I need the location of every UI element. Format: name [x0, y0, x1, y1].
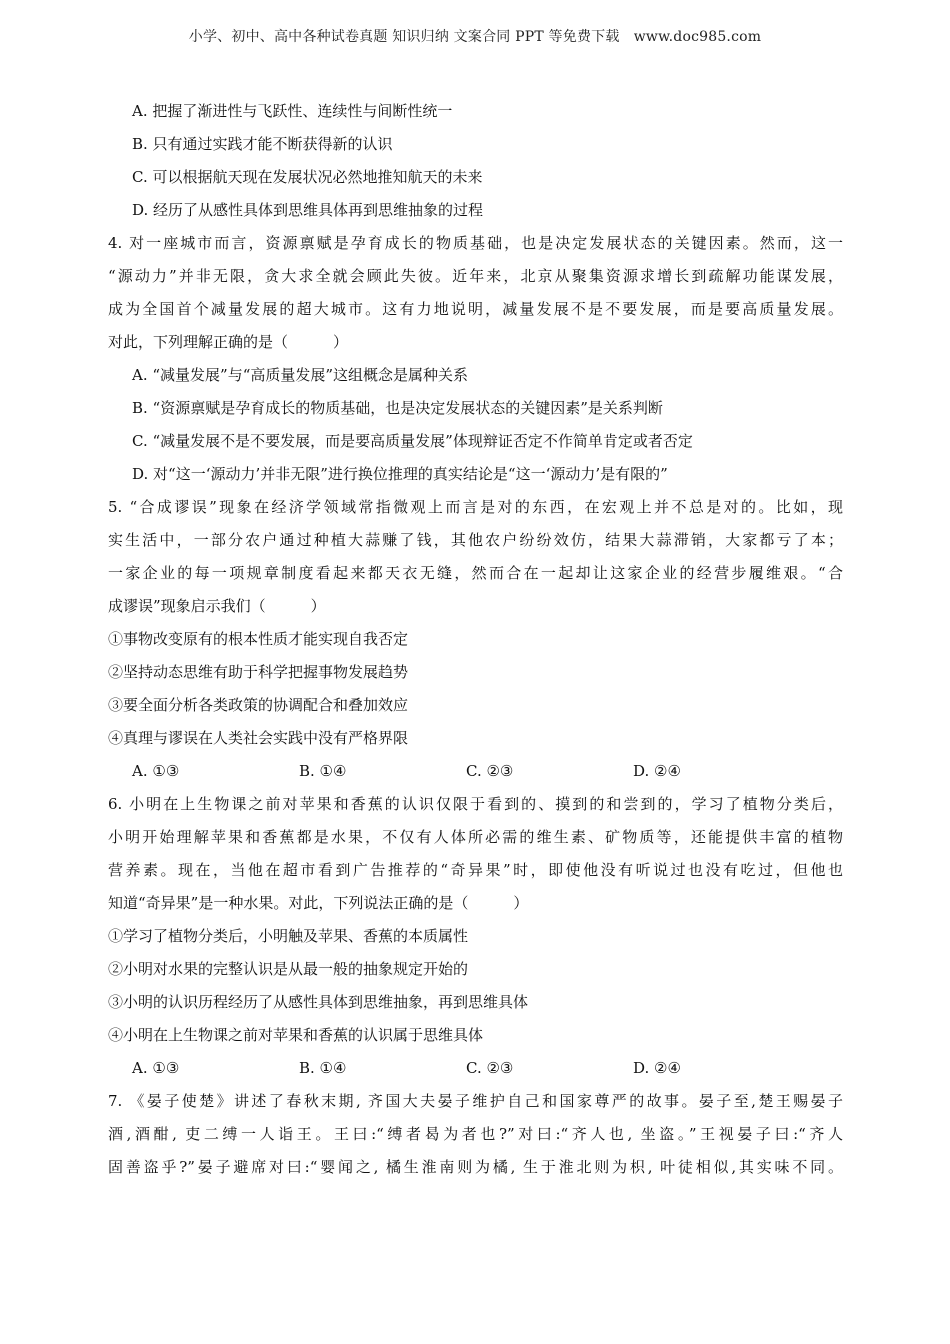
q6-choice-b: B. ①④: [299, 1059, 347, 1077]
q3-option-c: C. 可以根据航天现在发展状况必然地推知航天的未来: [132, 168, 483, 186]
question-3-options: [108, 95, 843, 227]
q4-option-b: B. “资源禀赋是孕育成长的物质基础，也是决定发展状态的关键因素”是关系判断: [132, 399, 663, 417]
q3-option-a: A. 把握了渐进性与飞跃性、连续性与间断性统一: [132, 102, 453, 120]
q6-stem-line: 小明开始理解苹果和香蕉都是水果，不仅有人体所必需的维生素、矿物质等，还能提供丰富的植物: [108, 828, 843, 846]
q6-statement: ①学习了植物分类后，小明触及苹果、香蕉的本质属性: [108, 927, 469, 945]
q6-choice-d: D. ②④: [633, 1059, 681, 1077]
q6-choice-c: C. ②③: [466, 1059, 514, 1077]
q5-choice-d: D. ②④: [633, 762, 681, 780]
q4-option-c: C. “减量发展不是不要发展，而是要高质量发展”体现辩证否定不作简单肯定或者否定: [132, 432, 693, 450]
q6-choices: [108, 1052, 843, 1085]
q5-choices: [108, 755, 843, 788]
question-6: [108, 788, 843, 1085]
question-5: [108, 491, 843, 788]
q6-statement: ②小明对水果的完整认识是从最一般的抽象规定开始的: [108, 960, 469, 978]
q5-choice-b: B. ①④: [299, 762, 347, 780]
q5-choice-c: C. ②③: [466, 762, 514, 780]
q3-option-b: B. 只有通过实践才能不断获得新的认识: [132, 135, 393, 153]
q4-stem-line: “源动力”并非无限，贪大求全就会顾此失彼。近年来，北京从聚集资源求增长到疏解功能谋发展，: [108, 267, 843, 285]
question-4: [108, 227, 843, 491]
q5-choice-a: A. ①③: [132, 762, 180, 780]
q6-statement: ④小明在上生物课之前对苹果和香蕉的认识属于思维具体: [108, 1026, 484, 1044]
q5-statement: ①事物改变原有的根本性质才能实现自我否定: [108, 630, 409, 648]
q4-stem-line: 对此，下列理解正确的是（ ）: [108, 333, 349, 351]
q6-choice-a: A. ①③: [132, 1059, 180, 1077]
q7-stem-line: 固善盗乎?”晏子避席对曰:“婴闻之, 橘生淮南则为橘, 生于淮北则为枳, 叶徒相似,其实味不同。: [108, 1158, 843, 1176]
q6-stem-line: 知道“奇异果”是一种水果。对此，下列说法正确的是（ ）: [108, 894, 529, 912]
q7-stem-line: 酒,酒酣, 吏二缚一人诣王。王曰:“缚者曷为者也?”对曰:“齐人也, 坐盗。”王视晏子曰:“齐人: [108, 1125, 843, 1143]
q4-stem-line: 4. 对一座城市而言，资源禀赋是孕育成长的物质基础，也是决定发展状态的关键因素。然而，这一: [108, 234, 843, 252]
q4-option-d: D. 对“这一‘源动力’并非无限”进行换位推理的真实结论是“这一‘源动力’是有限的”: [132, 465, 668, 483]
q5-statement: ②坚持动态思维有助于科学把握事物发展趋势: [108, 663, 409, 681]
q5-stem-line: 5. “合成谬误”现象在经济学领域常指微观上而言是对的东西，在宏观上并不总是对的。比如，现: [108, 498, 843, 516]
q6-statement: ③小明的认识历程经历了从感性具体到思维抽象，再到思维具体: [108, 993, 529, 1011]
q5-statement: ④真理与谬误在人类社会实践中没有严格界限: [108, 729, 409, 747]
question-7: [108, 1085, 843, 1184]
q6-stem-line: 营养素。现在，当他在超市看到广告推荐的“奇异果”时，即使他没有听说过也没有吃过，但他也: [108, 861, 843, 879]
q5-statement: ③要全面分析各类政策的协调配合和叠加效应: [108, 696, 409, 714]
q5-stem-line: 实生活中，一部分农户通过种植大蒜赚了钱，其他农户纷纷效仿，结果大蒜滞销，大家都亏了本；: [108, 531, 843, 549]
page-header: 小学、初中、高中各种试卷真题 知识归纳 文案合同 PPT 等免费下载 www.doc985.com: [188, 29, 762, 45]
q5-stem-line: 一家企业的每一项规章制度看起来都天衣无缝，然而合在一起却让这家企业的经营步履维艰。“合: [108, 564, 843, 582]
q4-option-a: A. “减量发展”与“高质量发展”这组概念是属种关系: [132, 366, 469, 384]
q4-stem-line: 成为全国首个减量发展的超大城市。这有力地说明，减量发展不是不要发展，而是要高质量发展。: [108, 300, 843, 318]
q7-stem-line: 7. 《晏子使楚》讲述了春秋末期, 齐国大夫晏子维护自己和国家尊严的故事。晏子至,楚王赐晏子: [108, 1092, 843, 1110]
document-body: [108, 95, 843, 1184]
q3-option-d: D. 经历了从感性具体到思维具体再到思维抽象的过程: [132, 201, 484, 219]
q5-stem-line: 成谬误”现象启示我们（ ）: [108, 597, 326, 615]
q6-stem-line: 6. 小明在上生物课之前对苹果和香蕉的认识仅限于看到的、摸到的和尝到的，学习了植物分类后，: [108, 795, 843, 813]
